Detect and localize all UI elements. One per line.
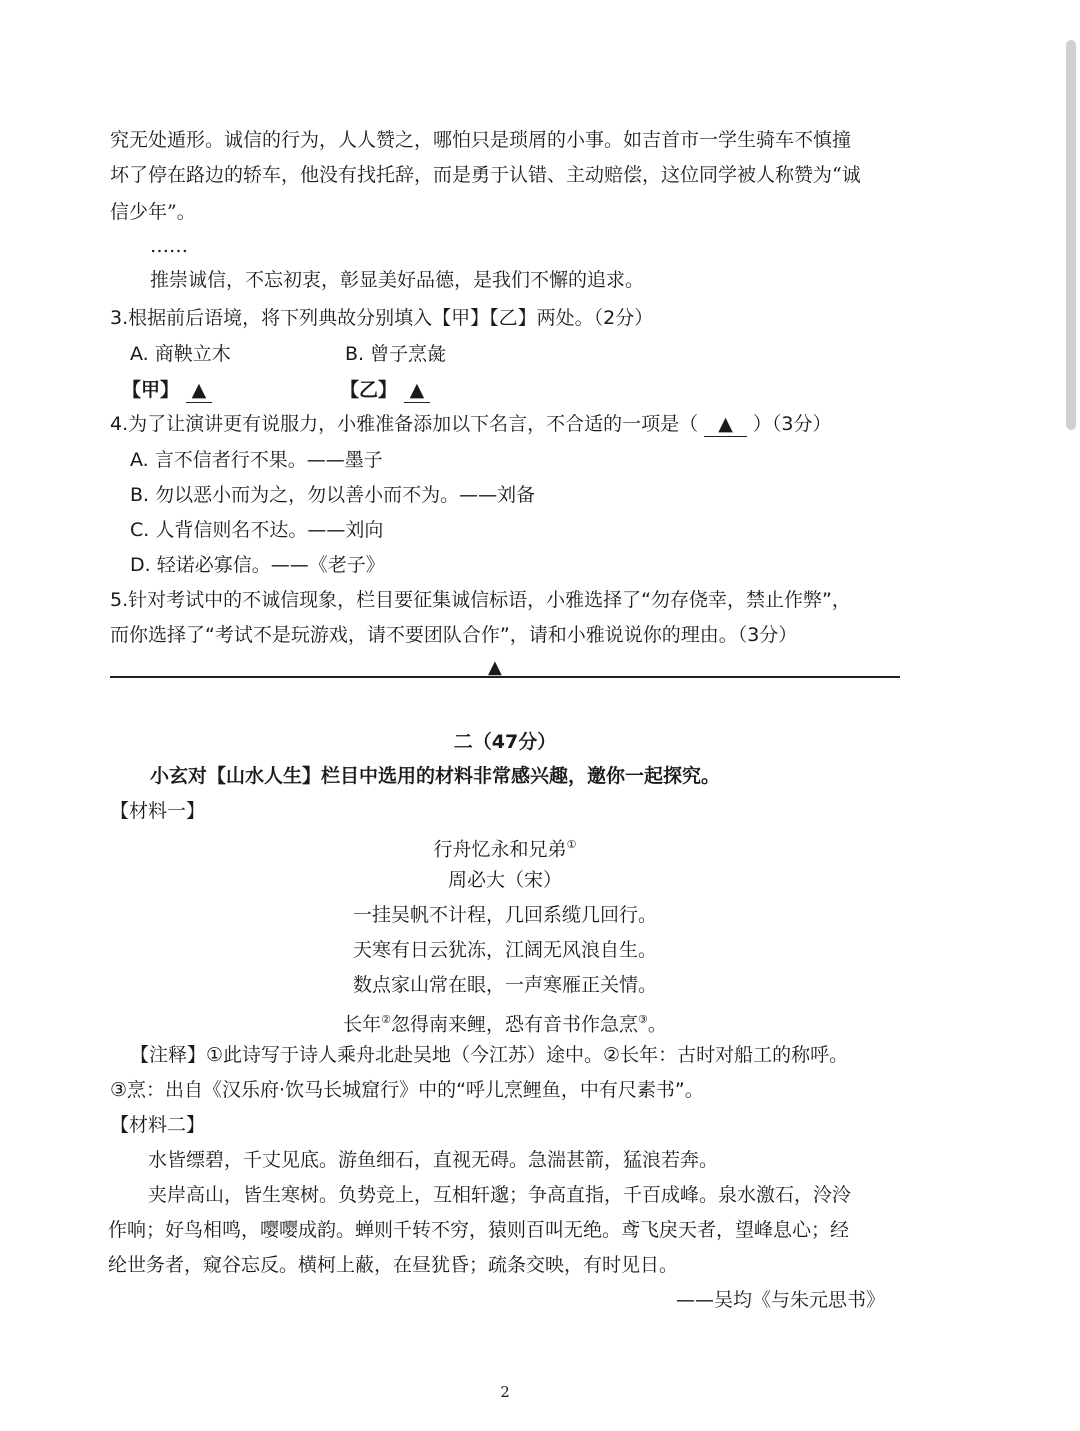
q3-option-b: B. 曾子烹彘 xyxy=(345,343,447,365)
q4-stem-text: 4.为了让演讲更有说服力，小雅准备添加以下名言，不合适的一项是（ xyxy=(110,413,699,435)
answer-marker-icon: ▲ xyxy=(409,379,425,401)
q4-stem-end: ）（3分） xyxy=(752,413,832,435)
passage-line: 推崇诚信，不忘初衷，彰显美好品德，是我们不懈的追求。 xyxy=(150,269,645,291)
question-5-line: 而你选择了“考试不是玩游戏，请不要团队合作”，请和小雅说说你的理由。（3分） xyxy=(110,624,798,646)
passage-line: 究无处遁形。诚信的行为，人人赞之，哪怕只是琐屑的小事。如吉首市一学生骑车不慎撞 xyxy=(110,129,852,151)
answer-blank[interactable] xyxy=(186,378,213,403)
blank-label: 【甲】 xyxy=(122,379,180,401)
prose-line: 作响；好鸟相鸣，嘤嘤成韵。蝉则千转不穷，猿则百叫无绝。鸢飞戾天者，望峰息心；经 xyxy=(108,1219,850,1241)
attribution: ——吴均《与朱元思书》 xyxy=(676,1289,886,1311)
passage-line: 坏了停在路边的轿车，他没有找托辞，而是勇于认错、主动赔偿，这位同学被人称赞为“诚 xyxy=(110,164,861,186)
question-5-line: 5.针对考试中的不诚信现象，栏目要征集诚信标语，小雅选择了“勿存侥幸，禁止作弊”， xyxy=(110,589,851,611)
q4-option: C. 人背信则名不达。——刘向 xyxy=(130,519,384,541)
question-4-stem xyxy=(110,412,831,437)
poem-author: 周必大（宋） xyxy=(447,869,562,891)
poem-text: 长年 xyxy=(343,1013,382,1036)
q4-option: B. 勿以恶小而为之，勿以善小而不为。——刘备 xyxy=(130,484,536,506)
prose-line: 夹岸高山，皆生寒树。负势竞上，互相轩邈；争高直指，千百成峰。泉水激石，泠泠 xyxy=(148,1184,852,1206)
page-number: 2 xyxy=(500,1383,510,1401)
material-2-label: 【材料二】 xyxy=(110,1114,206,1136)
q4-option: A. 言不信者行不果。——墨子 xyxy=(130,449,383,471)
answer-marker-icon: ▲ xyxy=(488,657,502,678)
poem-text: 忽得南来鲤，恐有音书作急烹 xyxy=(390,1013,638,1036)
answer-blank[interactable] xyxy=(404,378,431,403)
footnote-marker: ③ xyxy=(638,1013,648,1026)
q3-blank-yi xyxy=(340,378,430,403)
prose-line: 水皆缥碧，千丈见底。游鱼细石，直视无碍。急湍甚箭，猛浪若奔。 xyxy=(148,1149,719,1171)
annotation-line: ③烹：出自《汉乐府·饮马长城窟行》中的“呼儿烹鲤鱼，中有尺素书”。 xyxy=(110,1079,704,1101)
question-3-stem: 3.根据前后语境，将下列典故分别填入【甲】【乙】两处。（2分） xyxy=(110,307,654,329)
footnote-marker: ① xyxy=(566,838,577,851)
blank-label: 【乙】 xyxy=(340,379,398,401)
ellipsis: …… xyxy=(150,235,188,257)
answer-marker-icon: ▲ xyxy=(191,379,207,401)
q3-option-a: A. 商鞅立木 xyxy=(130,343,231,365)
poem-title-text: 行舟忆永和兄弟 xyxy=(433,838,567,861)
poem-line: 一挂吴帆不计程，几回系缆几回行。 xyxy=(352,904,657,926)
q3-blank-jia xyxy=(122,378,212,403)
poem-line xyxy=(0,1008,1010,1036)
poem-line: 数点家山常在眼，一声寒雁正关情。 xyxy=(352,974,657,996)
prose-line: 纶世务者，窥谷忘反。横柯上蔽，在昼犹昏；疏条交映，有时见日。 xyxy=(108,1254,679,1276)
footnote-marker: ② xyxy=(381,1013,391,1026)
section-intro: 小玄对【山水人生】栏目中选用的材料非常感兴趣，邀你一起探究。 xyxy=(150,765,721,787)
scrollbar[interactable] xyxy=(1066,40,1076,430)
poem-line: 天寒有日云犹冻，江阔无风浪自生。 xyxy=(352,939,657,961)
passage-line: 信少年”。 xyxy=(110,201,196,223)
section-heading: 二（47分） xyxy=(453,731,557,753)
q4-option: D. 轻诺必寡信。——《老子》 xyxy=(130,554,385,576)
material-1-label: 【材料一】 xyxy=(110,800,206,822)
poem-text: 。 xyxy=(647,1013,667,1036)
answer-blank[interactable] xyxy=(704,412,747,437)
annotation-line: 【注释】①此诗写于诗人乘舟北赴吴地（今江苏）途中。②长年：古时对船工的称呼。 xyxy=(130,1044,849,1066)
poem-title xyxy=(0,833,1010,861)
answer-marker-icon: ▲ xyxy=(718,413,733,435)
answer-line[interactable] xyxy=(110,676,900,678)
